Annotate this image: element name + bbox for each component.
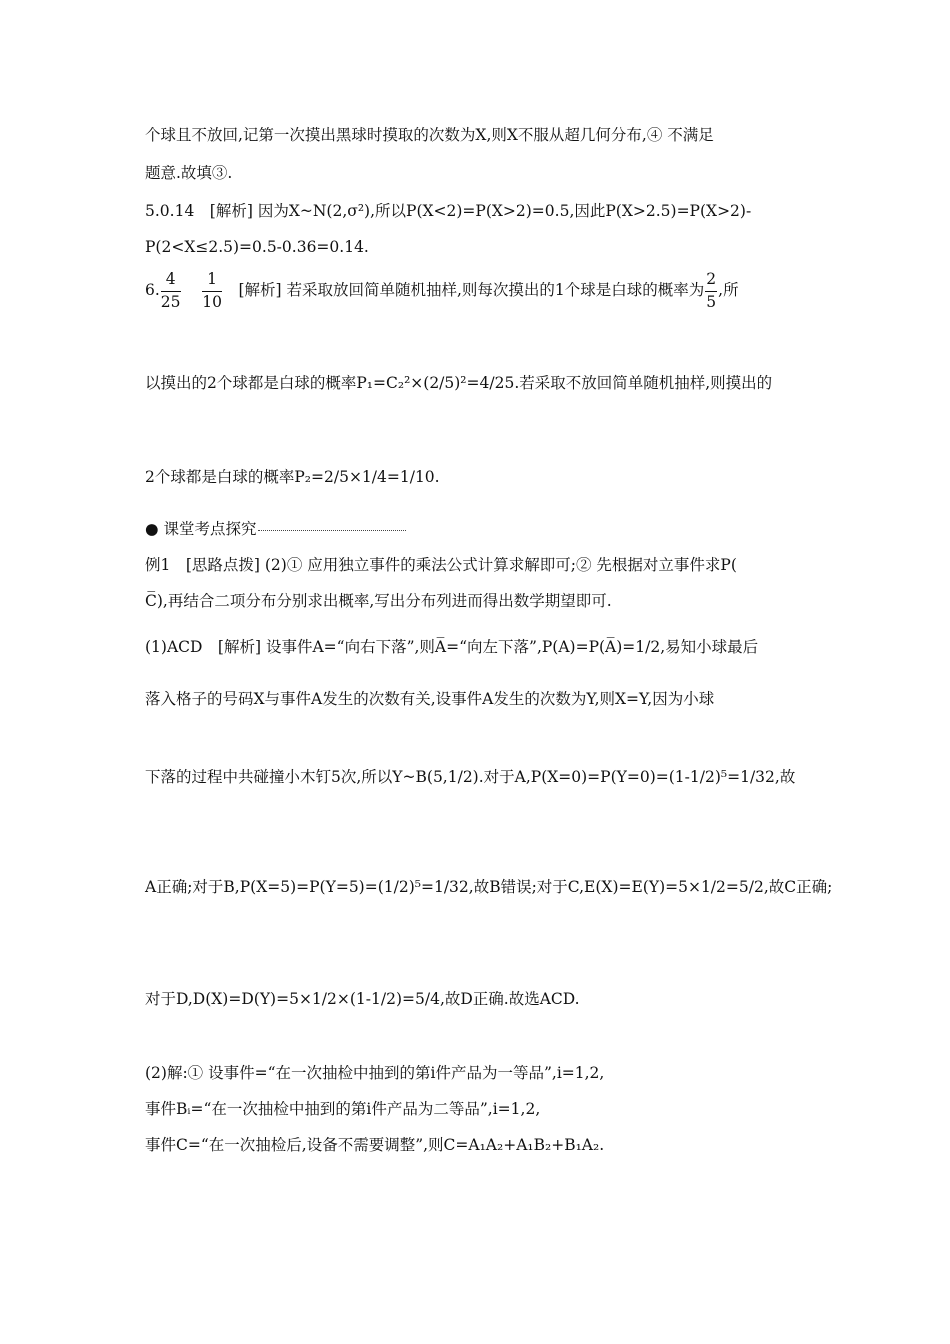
text-line: 落入格子的号码X与事件A发生的次数有关,设事件A发生的次数为Y,则X=Y,因为小球 <box>145 690 715 708</box>
question-6-line <box>145 272 739 310</box>
q6-prefix: 6. <box>145 281 160 299</box>
fraction: $\frac{2}{5}$ <box>706 270 717 311</box>
fraction: $\frac{4}{25}$ <box>160 270 181 311</box>
fraction: $\frac{1}{10}$ <box>202 270 222 311</box>
text-line: 以摸出的2个球都是白球的概率P₁=C₂²×(2/5)²=4/25.若采取不放回简单随机抽样,则摸出的 <box>145 374 773 392</box>
text-line: 2个球都是白球的概率P₂=2/5×1/4=1/10. <box>145 468 440 486</box>
text-line: (2)解:① 设事件=“在一次抽检中抽到的第i件产品为一等品”,i=1,2, <box>145 1064 605 1082</box>
text-line: P(2<X≤2.5)=0.5-0.36=0.14. <box>145 238 369 256</box>
text-line: 5.0.14 [解析] 因为X~N(2,σ²),所以P(X<2)=P(X>2)=0.5,因此P(X>2.5)=P(X>2)- <box>145 202 752 220</box>
text-line: 题意.故填③. <box>145 164 233 182</box>
section-heading: ● 课堂考点探究 <box>145 522 406 538</box>
text-line: 事件Bᵢ=“在一次抽检中抽到的第i件产品为二等品”,i=1,2, <box>145 1100 541 1118</box>
text-line: 例1 [思路点拨] (2)① 应用独立事件的乘法公式计算求解即可;② 先根据对立事件求P( <box>145 556 737 574</box>
text-line: A正确;对于B,P(X=5)=P(Y=5)=(1/2)⁵=1/32,故B错误;对于C,E(X)=E(Y)=5×1/2=5/2,故C正确; <box>145 878 833 896</box>
text-line: 个球且不放回,记第一次摸出黑球时摸取的次数为X,则X不服从超几何分布,④ 不满足 <box>145 126 714 144</box>
text-line: 对于D,D(X)=D(Y)=5×1/2×(1-1/2)=5/4,故D正确.故选ACD. <box>145 990 580 1008</box>
q6-text: [解析] 若采取放回简单随机抽样,则每次摸出的1个球是白球的概率为 <box>222 281 705 299</box>
text-line: (1)ACD [解析] 设事件A=“向右下落”,则A̅=“向左下落”,P(A)=P(A̅)=1/2,易知小球最后 <box>145 638 759 656</box>
q6-tail: ,所 <box>718 281 739 299</box>
dotted-leader <box>258 530 406 531</box>
text-line: 事件C=“在一次抽检后,设备不需要调整”,则C=A₁A₂+A₁B₂+B₁A₂. <box>145 1136 605 1154</box>
text-line: C̅),再结合二项分布分别求出概率,写出分布列进而得出数学期望即可. <box>145 592 612 610</box>
text-line: 下落的过程中共碰撞小木钉5次,所以Y~B(5,1/2).对于A,P(X=0)=P(Y=0)=(1-1/2)⁵=1/32,故 <box>145 768 796 786</box>
